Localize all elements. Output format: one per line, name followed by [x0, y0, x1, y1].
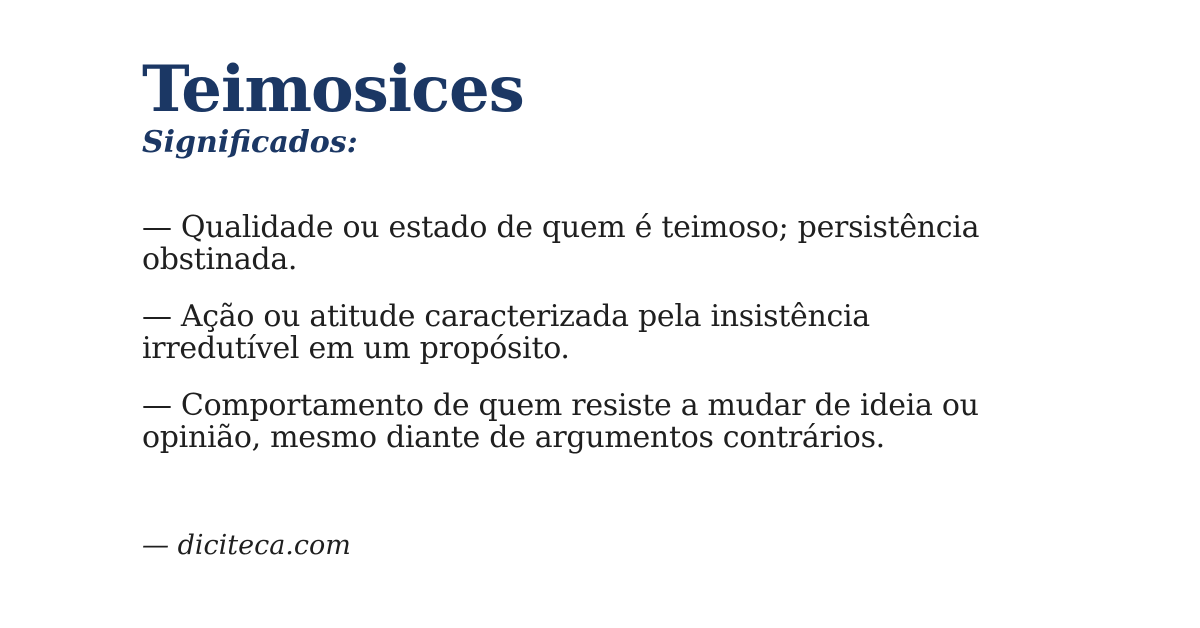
source-attribution: — diciteca.com	[142, 530, 351, 561]
definition-line: — Comportamento de quem resiste a mudar de ideia ou	[142, 388, 979, 423]
definition-line: obstinada.	[142, 242, 298, 277]
definition-line: irredutível em um propósito.	[142, 331, 570, 366]
subtitle: Significados:	[142, 125, 358, 160]
definition-line: — Ação ou atitude caracterizada pela insistência	[142, 299, 870, 334]
definition-item	[142, 390, 1140, 454]
definition-line: — Qualidade ou estado de quem é teimoso; persistência	[142, 210, 980, 245]
definitions-list	[142, 212, 1140, 454]
page-title: Teimosices	[142, 52, 524, 127]
definition-item	[142, 212, 1140, 276]
definition-line: opinião, mesmo diante de argumentos contrários.	[142, 420, 885, 455]
definition-item	[142, 301, 1140, 365]
